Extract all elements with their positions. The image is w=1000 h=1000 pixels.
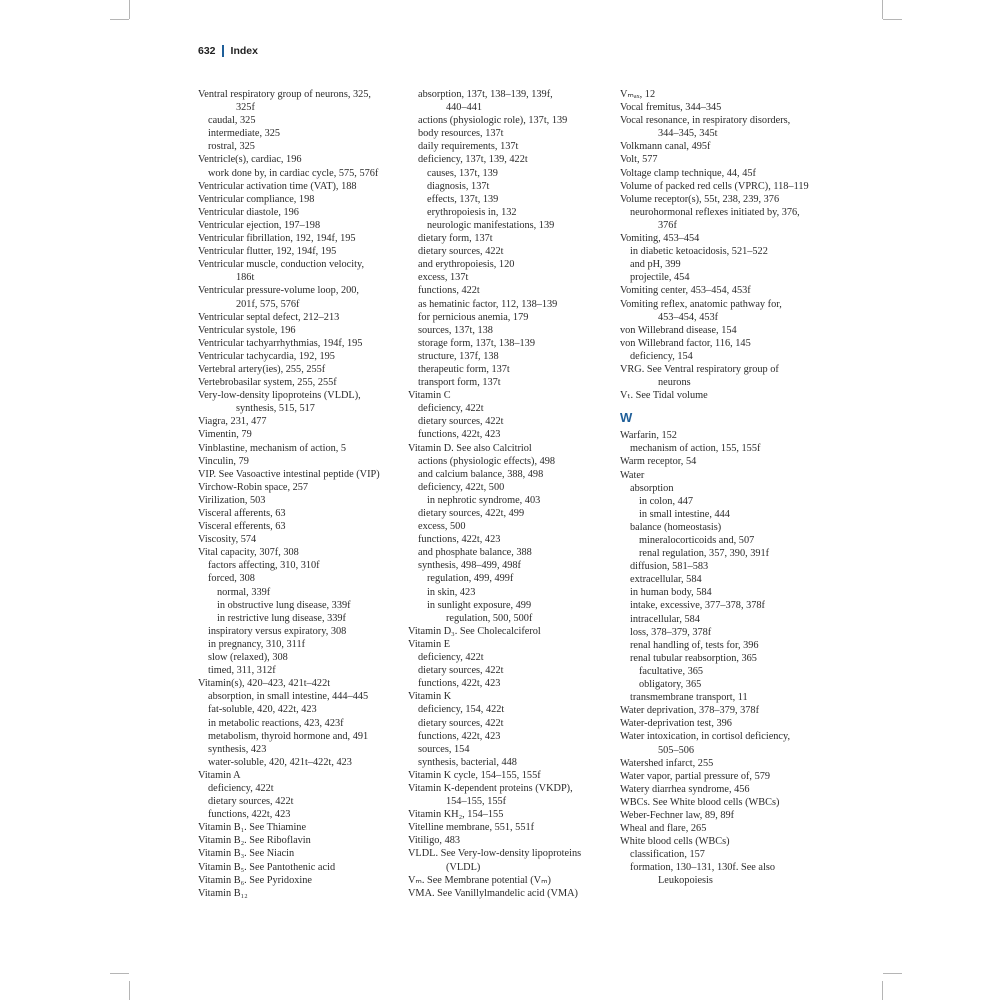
index-entry: Vitamin B₅. See Pantothenic acid: [198, 861, 336, 873]
index-entry: formation, 130–131, 130f. See also: [630, 862, 775, 874]
index-entry: mineralocorticoids and, 507: [639, 535, 755, 546]
crop-mark-top-right: [882, 0, 883, 19]
index-entry: deficiency, 154, 422t: [418, 704, 505, 716]
index-entry: Vitamin D₃. See Cholecalciferol: [408, 625, 541, 637]
index-entry: projectile, 454: [630, 272, 690, 284]
index-entry: VLDL. See Very-low-density lipoproteins: [408, 848, 582, 860]
index-entry: Ventricular diastole, 196: [198, 206, 299, 218]
index-entry: Vitamin E: [408, 638, 450, 650]
index-entry: regulation, 500, 500f: [446, 612, 533, 624]
index-entry: Vitamin C: [408, 390, 451, 402]
index-entry: Vₜ. See Tidal volume: [620, 390, 708, 402]
index-entry: Ventricular ejection, 197–198: [198, 219, 321, 231]
running-title: Index: [230, 45, 258, 57]
index-entry: Vitamin A: [198, 769, 241, 781]
index-entry: absorption, 137t, 138–139, 139f,: [418, 89, 553, 100]
index-entry: absorption: [630, 482, 674, 494]
index-entry: Vitamin K cycle, 154–155, 155f: [408, 769, 541, 781]
index-entry: Vital capacity, 307f, 308: [198, 547, 299, 559]
index-entry: obligatory, 365: [639, 679, 702, 691]
index-entry: WBCs. See White blood cells (WBCs): [620, 796, 780, 808]
index-entry: Vₘₐₓ, 12: [620, 89, 656, 100]
index-entry: Vomiting center, 453–454, 453f: [620, 285, 751, 297]
index-entry: slow (relaxed), 308: [208, 652, 288, 664]
crop-mark-bottom-left: [129, 981, 130, 1000]
index-entry: deficiency, 154: [630, 350, 693, 362]
index-entry: Water: [620, 469, 645, 481]
index-entry: Vinblastine, mechanism of action, 5: [198, 442, 347, 454]
index-entry: neurohormonal reflexes initiated by, 376,: [630, 206, 800, 218]
index-entry: functions, 422t, 423: [418, 429, 501, 441]
index-entry: Vomiting, 453–454: [620, 233, 700, 245]
index-entry: Vitelline membrane, 551, 551f: [408, 822, 535, 834]
index-entry: dietary sources, 422t, 499: [418, 508, 525, 519]
index-entry: sources, 137t, 138: [418, 324, 493, 336]
index-entry: caudal, 325: [208, 115, 256, 127]
index-entry: Vitamin B₃. See Niacin: [198, 848, 295, 860]
index-entry: dietary sources, 422t: [208, 796, 294, 808]
section-letter-heading: W: [620, 410, 633, 426]
index-entry: and phosphate balance, 388: [418, 547, 532, 559]
index-entry: deficiency, 422t: [418, 652, 484, 664]
index-entry: 376f: [658, 219, 677, 231]
index-entry: dietary sources, 422t: [418, 416, 504, 428]
index-entry: Vitamin D. See also Calcitriol: [408, 442, 532, 454]
index-entry: White blood cells (WBCs): [620, 836, 730, 848]
index-entry: neurologic manifestations, 139: [427, 219, 555, 231]
index-entry: work done by, in cardiac cycle, 575, 576f: [208, 167, 379, 179]
index-entry: Vocal fremitus, 344–345: [620, 102, 722, 114]
index-entry: erythropoiesis in, 132: [427, 206, 517, 218]
index-entry: Wheal and flare, 265: [620, 823, 707, 835]
crop-mark-left-bottom: [110, 973, 129, 974]
index-entry: 440–441: [446, 102, 483, 114]
index-entry: Vocal resonance, in respiratory disorders,: [620, 115, 791, 127]
index-entry: factors affecting, 310, 310f: [208, 560, 320, 572]
index-entry: in small intestine, 444: [639, 508, 730, 520]
index-entry: functions, 422t, 423: [208, 809, 291, 821]
index-entry: renal handling of, tests for, 396: [630, 639, 759, 651]
crop-mark-bottom-right: [882, 981, 883, 1000]
index-entry: in diabetic ketoacidosis, 521–522: [630, 246, 768, 258]
index-entry: body resources, 137t: [418, 128, 504, 140]
index-entry: Vertebral artery(ies), 255, 255f: [198, 363, 326, 375]
index-column-1: [198, 88, 398, 900]
index-entry: Volt, 577: [620, 154, 658, 166]
index-entry: rostral, 325: [208, 141, 255, 153]
index-entry: and pH, 399: [630, 259, 681, 271]
index-entry: Viscosity, 574: [198, 534, 257, 546]
header-divider: [222, 45, 224, 57]
index-entry: Vitiligo, 483: [408, 835, 461, 847]
index-entry: transport form, 137t: [418, 377, 501, 389]
index-entry: Vertebrobasilar system, 255, 255f: [198, 377, 337, 389]
index-entry: in pregnancy, 310, 311f: [208, 638, 306, 650]
index-entry: excess, 500: [418, 521, 466, 533]
index-column-2: [408, 88, 608, 900]
index-entry: inspiratory versus expiratory, 308: [208, 625, 347, 637]
crop-mark-top-left: [129, 0, 130, 19]
index-entry: in human body, 584: [630, 587, 712, 599]
index-entry: Vitamin B₂. See Riboflavin: [198, 835, 311, 847]
index-column-3-upper: [620, 88, 820, 402]
index-entry: 453–454, 453f: [658, 311, 719, 323]
index-entry: von Willebrand disease, 154: [620, 324, 737, 336]
index-entry: diffusion, 581–583: [630, 561, 709, 573]
index-entry: as hematinic factor, 112, 138–139: [418, 298, 558, 310]
index-entry: Volume receptor(s), 55t, 238, 239, 376: [620, 193, 780, 205]
index-entry: regulation, 499, 499f: [427, 573, 514, 585]
index-entry: Virilization, 503: [198, 494, 266, 506]
page-number: 632: [198, 45, 216, 57]
index-entry: transmembrane transport, 11: [630, 692, 748, 704]
index-entry: Vitamin B₁. See Thiamine: [198, 822, 307, 834]
index-entry: Weber-Fechner law, 89, 89f: [620, 809, 735, 821]
index-entry: in sunlight exposure, 499: [427, 599, 532, 611]
index-entry: VRG. See Ventral respiratory group of: [620, 363, 779, 375]
index-entry: Very-low-density lipoproteins (VLDL),: [198, 390, 361, 402]
index-entry: intermediate, 325: [208, 128, 281, 140]
index-entry: Voltage clamp technique, 44, 45f: [620, 167, 756, 179]
index-entry: von Willebrand factor, 116, 145: [620, 337, 751, 349]
index-entry: synthesis, bacterial, 448: [418, 756, 517, 768]
index-entry: Warm receptor, 54: [620, 456, 697, 468]
index-entry: Ventricular flutter, 192, 194f, 195: [198, 246, 337, 258]
index-entry: Water deprivation, 378–379, 378f: [620, 705, 760, 717]
index-entry: (VLDL): [446, 861, 481, 873]
index-entry: actions (physiologic role), 137t, 139: [418, 115, 568, 127]
index-entry: Ventricle(s), cardiac, 196: [198, 154, 302, 166]
index-entry: normal, 339f: [217, 586, 271, 598]
index-entry: loss, 378–379, 378f: [630, 626, 712, 638]
crop-mark-right-top: [883, 19, 902, 20]
index-entry: Vomiting reflex, anatomic pathway for,: [620, 298, 782, 310]
index-entry: Watery diarrhea syndrome, 456: [620, 783, 750, 795]
index-entry: extracellular, 584: [630, 574, 702, 586]
index-entry: Ventricular compliance, 198: [198, 193, 315, 205]
index-entry: Warfarin, 152: [620, 430, 677, 442]
crop-mark-left-top: [110, 19, 129, 20]
index-entry: 344–345, 345t: [658, 128, 718, 140]
index-entry: in restrictive lung disease, 339f: [217, 612, 346, 624]
index-entry: Volume of packed red cells (VPRC), 118–119: [620, 180, 809, 192]
index-entry: storage form, 137t, 138–139: [418, 337, 535, 349]
index-entry: in colon, 447: [639, 495, 694, 507]
index-entry: 505–506: [658, 744, 695, 756]
index-entry: functions, 422t, 423: [418, 678, 501, 690]
index-entry: Vitamin K-dependent proteins (VKDP),: [408, 782, 573, 794]
index-entry: Ventricular muscle, conduction velocity,: [198, 259, 365, 271]
index-entry: timed, 311, 312f: [208, 665, 276, 677]
index-entry: and calcium balance, 388, 498: [418, 468, 544, 480]
index-entry: balance (homeostasis): [630, 521, 722, 533]
index-entry: intake, excessive, 377–378, 378f: [630, 600, 765, 612]
index-entry: 325f: [236, 102, 255, 114]
index-entry: effects, 137t, 139: [427, 193, 499, 205]
index-entry: fat-soluble, 420, 422t, 423: [208, 704, 317, 716]
index-entry: intracellular, 584: [630, 613, 700, 625]
index-entry: Water-deprivation test, 396: [620, 718, 732, 730]
index-entry: Ventricular pressure-volume loop, 200,: [198, 285, 359, 297]
index-entry: Vitamin K: [408, 691, 452, 703]
index-entry: sources, 154: [418, 743, 470, 755]
index-entry: Water intoxication, in cortisol deficiency,: [620, 731, 791, 743]
index-entry: deficiency, 422t: [208, 782, 274, 794]
index-entry: dietary sources, 422t: [418, 665, 504, 677]
index-entry: functions, 422t, 423: [418, 730, 501, 742]
index-column-3: [620, 88, 820, 888]
index-entry: in metabolic reactions, 423, 423f: [208, 717, 344, 729]
index-entry: Viagra, 231, 477: [198, 416, 267, 428]
index-entry: excess, 137t: [418, 272, 469, 284]
index-entry: deficiency, 137t, 139, 422t: [418, 154, 528, 166]
index-entry: Ventricular systole, 196: [198, 324, 296, 336]
index-entry: neurons: [658, 377, 691, 389]
index-entry: Vimentin, 79: [198, 429, 252, 441]
index-entry: in skin, 423: [427, 586, 476, 598]
index-entry: dietary sources, 422t: [418, 246, 504, 258]
index-column-3-lower: [620, 429, 820, 887]
index-entry: 201f, 575, 576f: [236, 298, 300, 310]
crop-mark-right-bottom: [883, 973, 902, 974]
index-entry: absorption, in small intestine, 444–445: [208, 691, 369, 703]
index-entry: deficiency, 422t: [418, 403, 484, 415]
index-entry: Watershed infarct, 255: [620, 757, 714, 769]
index-entry: Vitamin B₁₂: [198, 887, 248, 899]
index-entry: synthesis, 515, 517: [236, 403, 315, 415]
index-entry: mechanism of action, 155, 155f: [630, 443, 761, 455]
index-entry: Vitamin B₆. See Pyridoxine: [198, 874, 312, 886]
running-header: [198, 45, 258, 57]
index-entry: 154–155, 155f: [446, 796, 507, 808]
index-entry: causes, 137t, 139: [427, 167, 498, 179]
index-entry: daily requirements, 137t: [418, 141, 519, 153]
index-entry: Vₘ. See Membrane potential (Vₘ): [408, 874, 551, 886]
index-entry: Visceral efferents, 63: [198, 521, 286, 533]
index-entry: metabolism, thyroid hormone and, 491: [208, 730, 369, 742]
index-entry: structure, 137f, 138: [418, 350, 499, 362]
index-entry: for pernicious anemia, 179: [418, 311, 529, 323]
index-entry: Vinculin, 79: [198, 455, 249, 467]
index-entry: Vitamin(s), 420–423, 421t–422t: [198, 678, 331, 690]
index-entry: Vitamin KH₂, 154–155: [408, 809, 504, 821]
index-entry: forced, 308: [208, 573, 255, 585]
index-entry: classification, 157: [630, 849, 705, 861]
index-entry: diagnosis, 137t: [427, 180, 490, 192]
index-entry: Ventral respiratory group of neurons, 325,: [198, 89, 372, 100]
index-entry: in obstructive lung disease, 339f: [217, 599, 351, 611]
index-entry: and erythropoiesis, 120: [418, 259, 515, 271]
index-entry: therapeutic form, 137t: [418, 363, 510, 375]
index-entry: synthesis, 498–499, 498f: [418, 560, 521, 572]
index-entry: renal regulation, 357, 390, 391f: [639, 548, 770, 560]
index-entry: in nephrotic syndrome, 403: [427, 494, 541, 506]
index-entry: Leukopoiesis: [658, 875, 713, 887]
index-entry: Visceral afferents, 63: [198, 508, 286, 519]
index-entry: Ventricular tachycardia, 192, 195: [198, 350, 335, 362]
index-entry: functions, 422t, 423: [418, 534, 501, 546]
index-entry: Water vapor, partial pressure of, 579: [620, 770, 771, 782]
index-entry: VMA. See Vanillylmandelic acid (VMA): [408, 887, 578, 899]
index-entry: facultative, 365: [639, 665, 704, 677]
index-entry: dietary form, 137t: [418, 233, 493, 245]
index-entry: Ventricular fibrillation, 192, 194f, 195: [198, 233, 356, 245]
index-entry: Ventricular tachyarrhythmias, 194f, 195: [198, 337, 363, 349]
index-entry: deficiency, 422t, 500: [418, 481, 505, 493]
index-entry: actions (physiologic effects), 498: [418, 455, 556, 467]
index-entry: water-soluble, 420, 421t–422t, 423: [208, 756, 352, 768]
index-entry: synthesis, 423: [208, 743, 267, 755]
index-entry: functions, 422t: [418, 285, 480, 297]
index-entry: Ventricular septal defect, 212–213: [198, 311, 340, 323]
index-entry: renal tubular reabsorption, 365: [630, 652, 757, 664]
index-entry: Virchow-Robin space, 257: [198, 481, 309, 493]
index-entry: VIP. See Vasoactive intestinal peptide (VIP): [198, 468, 380, 480]
index-entry: Volkmann canal, 495f: [620, 141, 711, 153]
index-entry: 186t: [236, 272, 255, 284]
index-entry: dietary sources, 422t: [418, 717, 504, 729]
index-entry: Ventricular activation time (VAT), 188: [198, 180, 357, 192]
